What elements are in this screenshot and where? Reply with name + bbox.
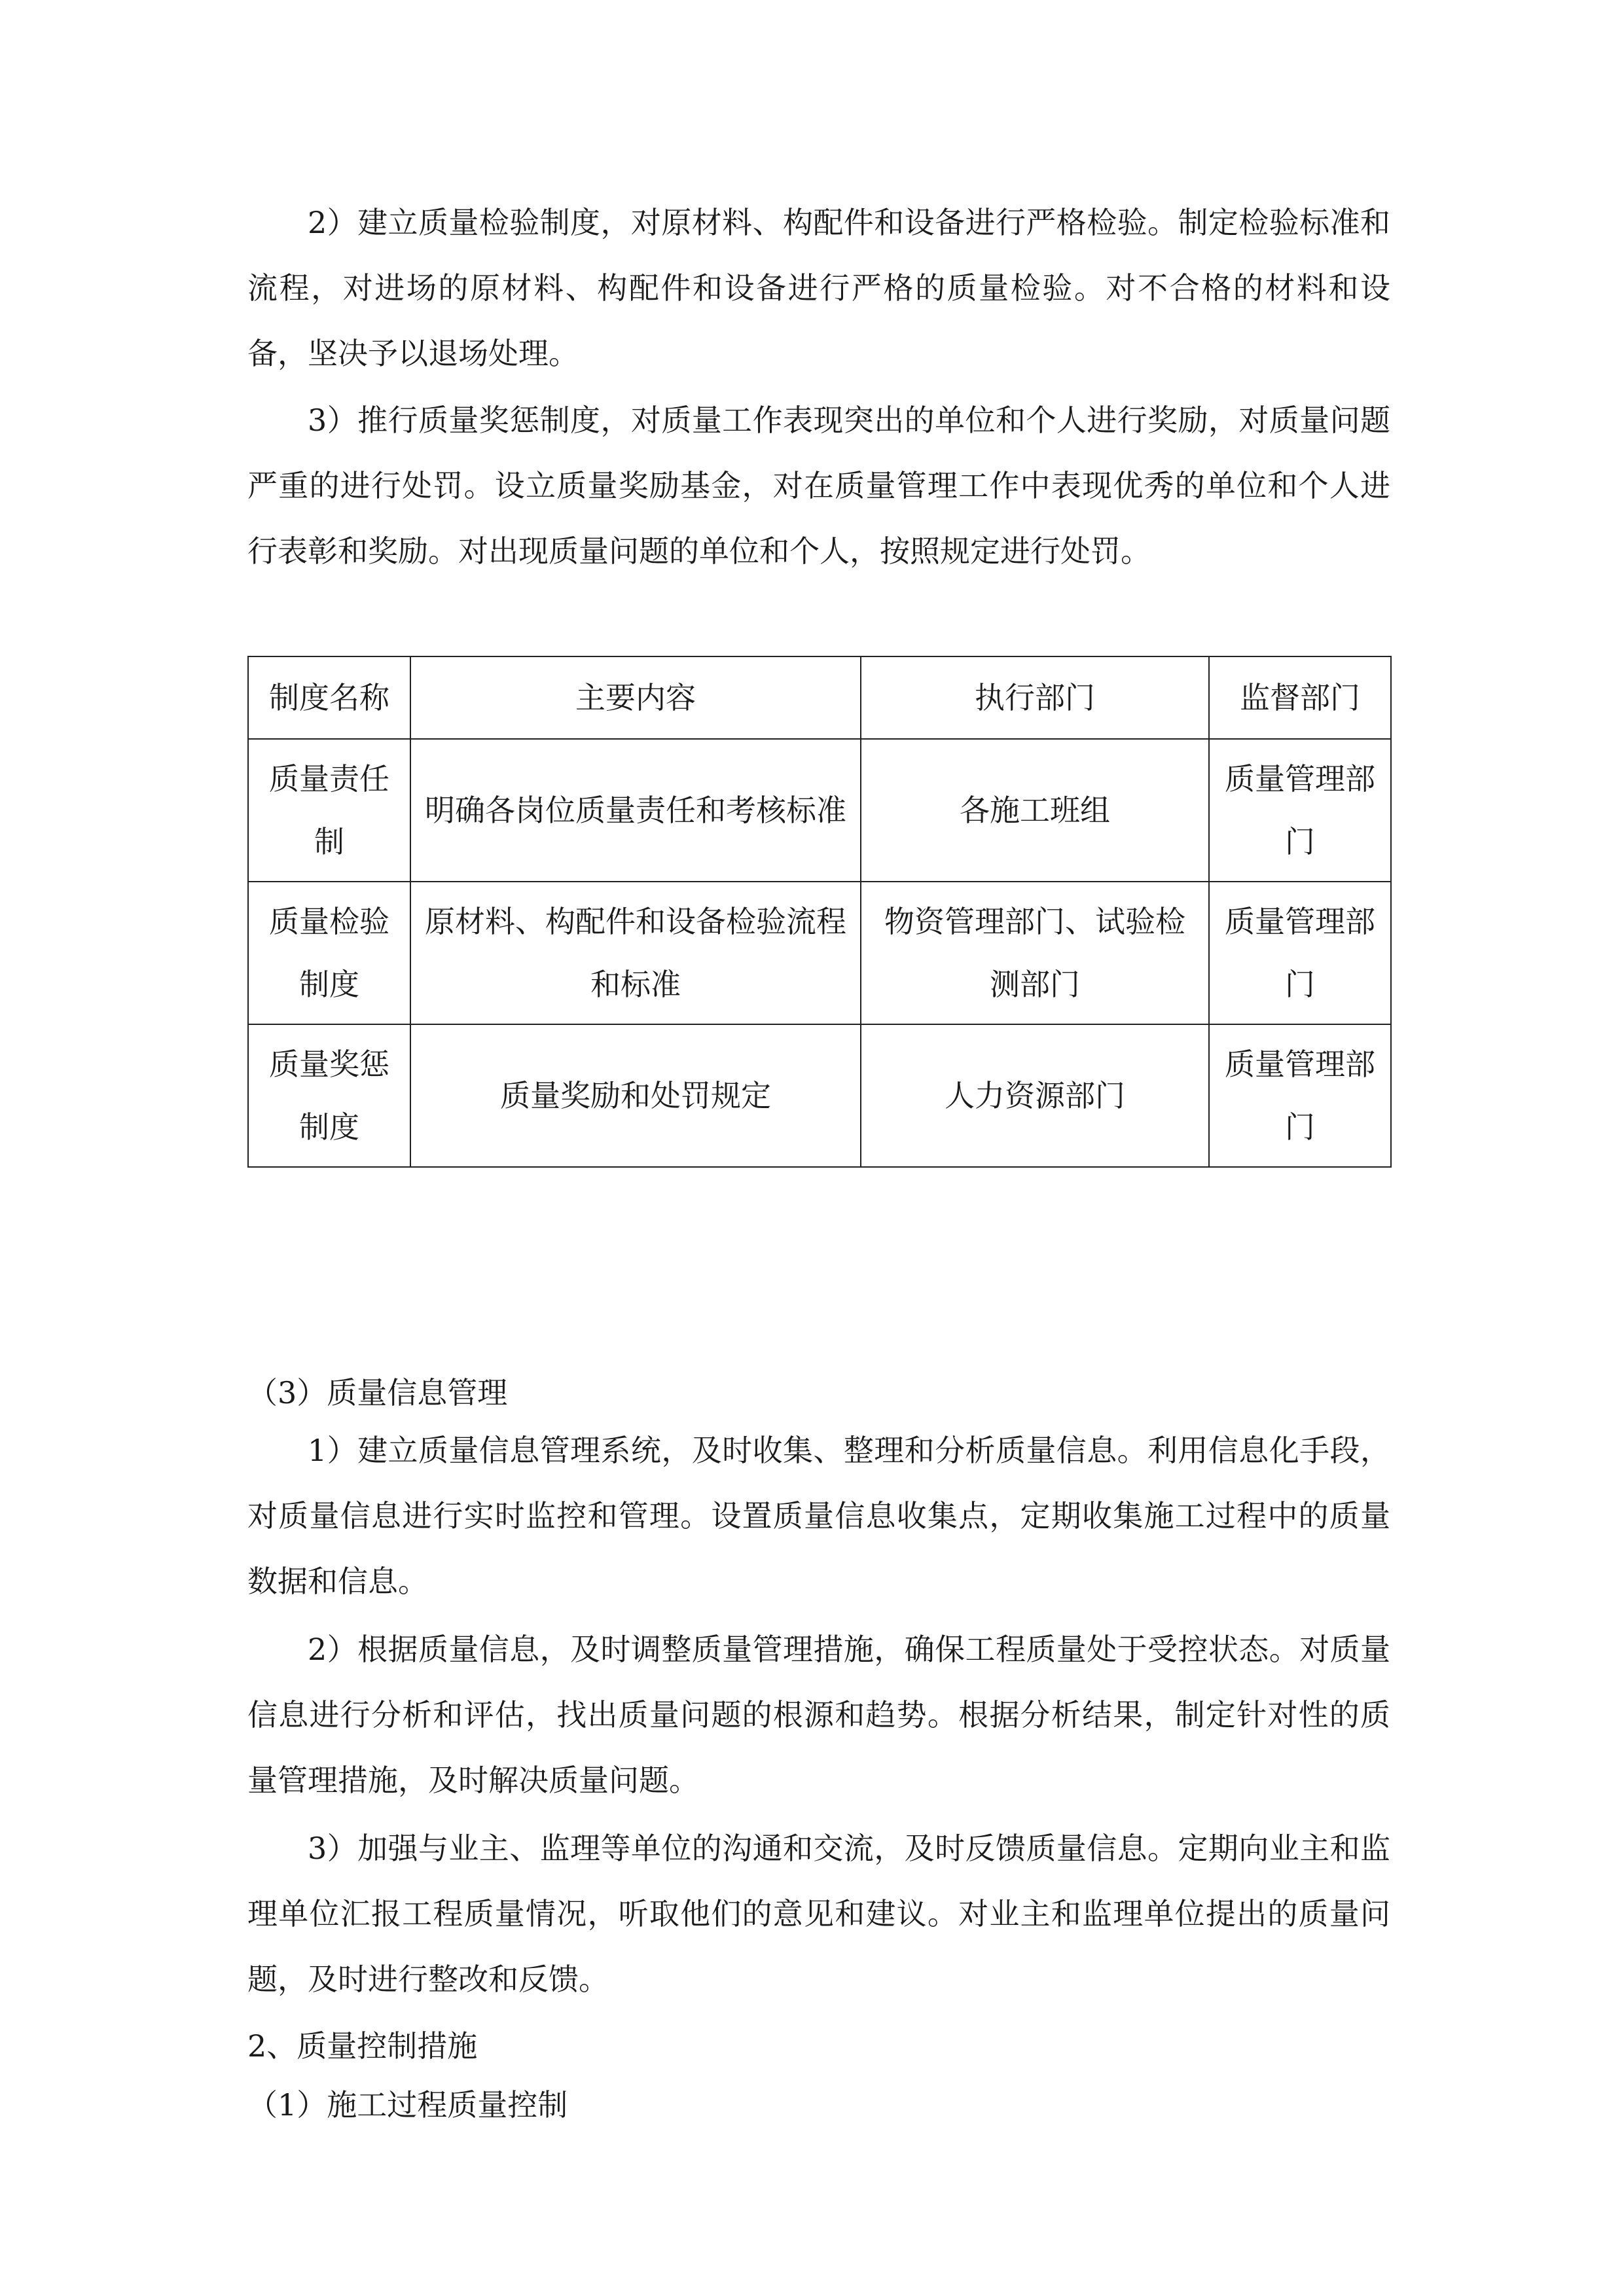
section-heading-control-measures: 2、质量控制措施 xyxy=(247,2028,478,2064)
table-cell: 明确各岗位质量责任和考核标准 xyxy=(410,739,861,882)
table-cell: 质量管理部门 xyxy=(1209,882,1391,1024)
table-cell: 质量奖惩制度 xyxy=(248,1024,410,1167)
table-header-cell: 监督部门 xyxy=(1209,656,1391,739)
paragraph-inspection-system: 2）建立质量检验制度，对原材料、构配件和设备进行严格检验。制定检验标准和流程，对进场的原材料、构配件和设备进行严格的质量检验。对不合格的材料和设备，坚决予以退场处理。 xyxy=(247,205,1390,371)
section-heading-info-management: （3）质量信息管理 xyxy=(247,1375,508,1410)
section-heading-process-control: （1）施工过程质量控制 xyxy=(247,2087,568,2123)
table-cell: 各施工班组 xyxy=(861,739,1209,882)
paragraph-reward-penalty-system: 3）推行质量奖惩制度，对质量工作表现突出的单位和个人进行奖励，对质量问题严重的进行处罚。设立质量奖励基金，对在质量管理工作中表现优秀的单位和个人进行表彰和奖励。对出现质量问题的单位和个人，按照规定进行处罚。 xyxy=(247,403,1390,569)
table-cell: 原材料、构配件和设备检验流程和标准 xyxy=(410,882,861,1024)
table-row xyxy=(248,882,1391,1024)
table-header-cell: 主要内容 xyxy=(410,656,861,739)
table-cell: 质量责任制 xyxy=(248,739,410,882)
paragraph-communication: 3）加强与业主、监理等单位的沟通和交流，及时反馈质量信息。定期向业主和监理单位汇报工程质量情况，听取他们的意见和建议。对业主和监理单位提出的质量问题，及时进行整改和反馈。 xyxy=(247,1831,1390,1997)
quality-system-table xyxy=(247,656,1392,1168)
table-cell: 质量管理部门 xyxy=(1209,739,1391,882)
table-cell: 人力资源部门 xyxy=(861,1024,1209,1167)
table-cell: 物资管理部门、试验检测部门 xyxy=(861,882,1209,1024)
paragraph-info-system: 1）建立质量信息管理系统，及时收集、整理和分析质量信息。利用信息化手段，对质量信息进行实时监控和管理。设置质量信息收集点，定期收集施工过程中的质量数据和信息。 xyxy=(247,1433,1390,1599)
table-cell: 质量检验制度 xyxy=(248,882,410,1024)
table-header-cell: 执行部门 xyxy=(861,656,1209,739)
table-cell: 质量奖励和处罚规定 xyxy=(410,1024,861,1167)
paragraph-adjust-measures: 2）根据质量信息，及时调整质量管理措施，确保工程质量处于受控状态。对质量信息进行分析和评估，找出质量问题的根源和趋势。根据分析结果，制定针对性的质量管理措施，及时解决质量问题。 xyxy=(247,1632,1390,1798)
table-header-row xyxy=(248,656,1391,739)
table-header-cell: 制度名称 xyxy=(248,656,410,739)
table-cell: 质量管理部门 xyxy=(1209,1024,1391,1167)
table-row xyxy=(248,1024,1391,1167)
table-row xyxy=(248,739,1391,882)
